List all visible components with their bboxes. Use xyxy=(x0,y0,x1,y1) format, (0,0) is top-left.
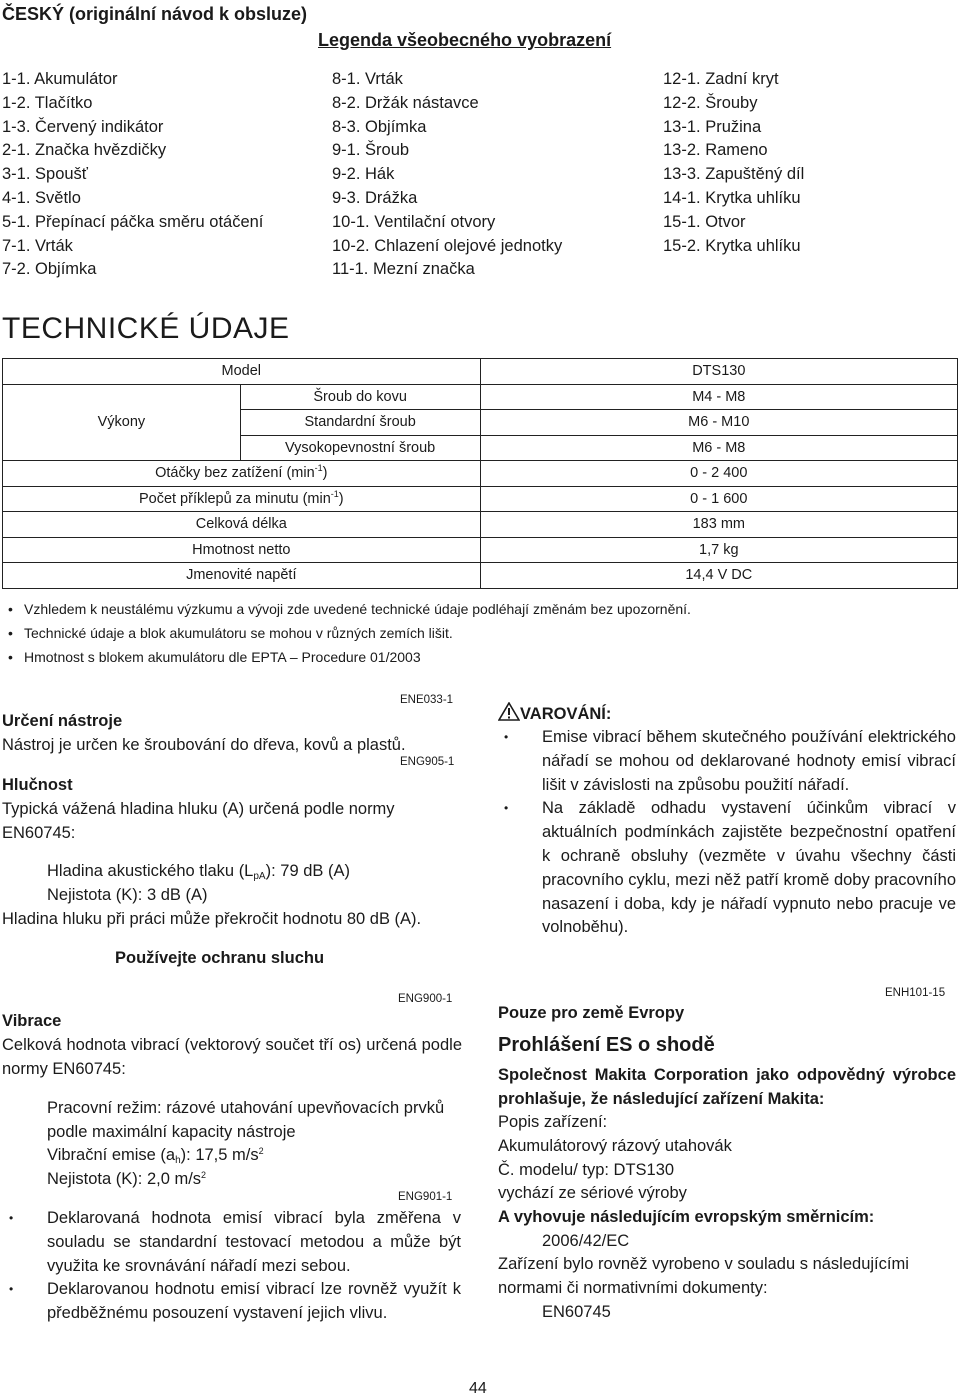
vibration-uncertainty-text: Nejistota (K): 2,0 m/s xyxy=(47,1170,202,1188)
noise-pressure-sub: pA xyxy=(253,871,266,882)
table-row xyxy=(3,512,958,538)
list-item xyxy=(504,726,956,797)
warning-triangle-icon xyxy=(498,702,520,729)
warning-list xyxy=(504,726,956,940)
list-item xyxy=(504,797,956,940)
ec-declaration-text: Společnost Makita Corporation jako odpovědný výrobce prohlašuje, že následující zařízení Makita: xyxy=(498,1066,956,1108)
noise-warning: Hladina hluku při práci může překročit hodnotu 80 dB (A). xyxy=(2,910,422,928)
vibration-emission-value: ): 17,5 m/s xyxy=(180,1146,259,1164)
legend-item: 8-2. Držák nástavce xyxy=(332,93,479,112)
legend-item: 8-1. Vrták xyxy=(332,70,403,88)
vibration-emission xyxy=(47,1144,264,1168)
bullet-icon: • xyxy=(8,601,13,617)
table-row xyxy=(3,486,958,512)
legend-item: 12-2. Šrouby xyxy=(663,93,758,112)
spec-rpm-label xyxy=(3,461,481,487)
intended-use-title: Určení nástroje xyxy=(2,712,123,730)
noise-pressure xyxy=(47,860,350,884)
spec-screw-std-label: Standardní šroub xyxy=(240,410,480,436)
vibration-text: Celková hodnota vibrací (vektorový součet tří os) určená podle normy EN60745: xyxy=(2,1036,462,1078)
legend-item: 4-1. Světlo xyxy=(2,188,81,207)
spec-vykony-label: Výkony xyxy=(3,384,241,461)
spec-ipm-exponent: -1 xyxy=(330,488,339,499)
spec-weight-value: 1,7 kg xyxy=(480,537,957,563)
spec-notes xyxy=(8,597,691,669)
note-text: Vzhledem k neustálému výzkumu a vývoji zde uvedené technické údaje podléhají změnám bez upozornění. xyxy=(24,601,691,617)
legend-item: 9-1. Šroub xyxy=(332,141,410,160)
legend-column-2 xyxy=(332,68,562,282)
list-item xyxy=(8,621,691,645)
page-header: ČESKÝ (originální návod k obsluze) xyxy=(2,4,308,24)
directives-label: A vyhovuje následujícím evropským směrnicím: xyxy=(498,1208,875,1226)
serial-production: vychází ze sériové výroby xyxy=(498,1184,687,1202)
vibration-note-text: Deklarovanou hodnotu emisí vibrací lze rovněž využít k předběžnému posouzení vystavení jejich vlivu. xyxy=(47,1280,461,1323)
spec-rpm-text: Otáčky bez zatížení (min xyxy=(155,465,315,482)
ref-code: ENE033-1 xyxy=(400,694,454,706)
spec-ipm-label xyxy=(3,486,481,512)
list-item xyxy=(9,1278,461,1326)
list-item xyxy=(9,1207,461,1278)
table-row xyxy=(3,563,958,589)
standards-text: Zařízení bylo rovněž vyrobeno v souladu s následujícími normami či normativními dokumenty: xyxy=(498,1255,909,1297)
legend-item: 10-2. Chlazení olejové jednotky xyxy=(332,236,563,255)
bullet-icon: • xyxy=(8,649,13,665)
note-text: Technické údaje a blok akumulátoru se mohou v různých zemích lišit. xyxy=(24,625,453,641)
bullet-icon: • xyxy=(504,801,509,816)
legend-item: 15-2. Krytka uhlíku xyxy=(663,236,801,255)
spec-voltage-value: 14,4 V DC xyxy=(480,563,957,589)
spec-rpm-close: ) xyxy=(322,465,328,482)
legend-item: 14-1. Krytka uhlíku xyxy=(663,188,801,207)
intended-use-text: Nástroj je určen ke šroubování do dřeva, kovů a plastů. xyxy=(2,736,406,754)
ref-code: ENG905-1 xyxy=(400,756,455,768)
technical-data-title: TECHNICKÉ ÚDAJE xyxy=(2,312,290,345)
vibration-uncertainty xyxy=(47,1168,206,1192)
legend-item: 1-2. Tlačítko xyxy=(2,93,93,112)
hearing-protection: Používejte ochranu sluchu xyxy=(115,949,325,967)
ref-code: ENG900-1 xyxy=(398,993,453,1005)
spec-screw-std-value: M6 - M10 xyxy=(480,410,957,436)
spec-table xyxy=(2,358,958,589)
legend-item: 5-1. Přepínací páčka směru otáčení xyxy=(2,212,264,231)
spec-screw-hi-label: Vysokopevnostní šroub xyxy=(240,435,480,461)
vibration-title: Vibrace xyxy=(2,1012,62,1030)
legend-item: 13-3. Zapuštěný díl xyxy=(663,165,805,184)
spec-length-value: 183 mm xyxy=(480,512,957,538)
legend-item: 13-1. Pružina xyxy=(663,117,762,136)
directive-value: 2006/42/EC xyxy=(542,1232,630,1250)
noise-pressure-text: Hladina akustického tlaku (L xyxy=(47,862,254,880)
legend-item: 15-1. Otvor xyxy=(663,212,746,231)
spec-model-value: DTS130 xyxy=(480,359,957,385)
list-item xyxy=(8,597,691,621)
spec-ipm-close: ) xyxy=(338,490,344,507)
legend-item: 10-1. Ventilační otvory xyxy=(332,212,496,231)
legend-item: 9-3. Drážka xyxy=(332,188,418,207)
model-type: Č. modelu/ typ: DTS130 xyxy=(498,1161,675,1179)
legend-column-3 xyxy=(663,68,804,258)
spec-ipm-value: 0 - 1 600 xyxy=(480,486,957,512)
spec-voltage-label: Jmenovité napětí xyxy=(3,563,481,589)
legend-item: 9-2. Hák xyxy=(332,165,395,184)
noise-pressure-value: ): 79 dB (A) xyxy=(265,862,350,880)
spec-screw-metal-value: M4 - M8 xyxy=(480,384,957,410)
list-item xyxy=(8,645,691,669)
legend-item: 3-1. Spoušť xyxy=(2,165,88,184)
ec-declaration-title: Prohlášení ES o shodě xyxy=(498,1034,715,1056)
standard-value: EN60745 xyxy=(542,1303,611,1321)
vibration-note-text: Deklarovaná hodnota emisí vibrací byla změřena v souladu se standardní testovací metodou a může být využita ke srovnávání nářadí mezi sebou. xyxy=(47,1209,461,1275)
europe-only: Pouze pro země Evropy xyxy=(498,1004,685,1022)
legend-column-1 xyxy=(2,68,263,282)
bullet-icon: • xyxy=(9,1282,14,1297)
description-label: Popis zařízení: xyxy=(498,1113,608,1131)
vibration-emission-text: Vibrační emise (a xyxy=(47,1146,176,1164)
bullet-icon: • xyxy=(8,625,13,641)
vibration-uncertainty-sup: 2 xyxy=(201,1170,207,1180)
legend-item: 7-1. Vrták xyxy=(2,236,73,255)
legend-item: 8-3. Objímka xyxy=(332,117,427,136)
noise-text: Typická vážená hladina hluku (A) určená podle normy EN60745: xyxy=(2,800,395,842)
spec-length-label: Celková délka xyxy=(3,512,481,538)
warning-text: Emise vibrací během skutečného používání elektrického nářadí se mohou od deklarované hodnoty emisí vibrací lišit v závislosti na způsobu použití nářadí. xyxy=(542,728,956,794)
noise-title: Hlučnost xyxy=(2,776,73,794)
warning-title: VAROVÁNÍ: xyxy=(520,705,612,723)
legend-item: 2-1. Značka hvězdičky xyxy=(2,141,167,160)
bullet-icon: • xyxy=(9,1211,14,1225)
spec-rpm-exponent: -1 xyxy=(314,463,323,474)
table-row xyxy=(3,461,958,487)
table-row xyxy=(3,359,958,385)
legend-item: 1-1. Akumulátor xyxy=(2,70,118,88)
spec-screw-metal-label: Šroub do kovu xyxy=(240,384,480,410)
spec-model-label: Model xyxy=(3,359,481,385)
vibration-emission-sub: h xyxy=(175,1155,181,1166)
noise-uncertainty: Nejistota (K): 3 dB (A) xyxy=(47,886,208,904)
legend-item: 12-1. Zadní kryt xyxy=(663,70,779,88)
spec-weight-label: Hmotnost netto xyxy=(3,537,481,563)
table-row xyxy=(3,537,958,563)
spec-screw-hi-value: M6 - M8 xyxy=(480,435,957,461)
vibration-notes xyxy=(9,1207,461,1326)
warning-text: Na základě odhadu vystavení účinkům vibrací v aktuálních podmínkách zajistěte bezpečnostní opatření k ochraně obsluhy (vezměte v úvahu všechny části pracovního cyklu, mezi něž patří kromě doby pracovního nasazení i doba, kdy je nářadí vypnuto nebo pracuje ve volnoběhu). xyxy=(542,799,956,937)
legend-item: 7-2. Objímka xyxy=(2,260,97,279)
vibration-emission-sup: 2 xyxy=(258,1146,264,1156)
note-text: Hmotnost s blokem akumulátoru dle EPTA – Procedure 01/2003 xyxy=(24,649,421,665)
page-number: 44 xyxy=(469,1380,487,1397)
table-row xyxy=(3,384,958,410)
ref-code: ENH101-15 xyxy=(885,987,946,999)
spec-ipm-text: Počet příklepů za minutu (min xyxy=(138,490,331,507)
ref-code: ENG901-1 xyxy=(398,1191,453,1203)
legend-item: 11-1. Mezní značka xyxy=(332,260,475,279)
legend-title: Legenda všeobecného vyobrazení xyxy=(318,30,612,50)
vibration-mode: Pracovní režim: rázové utahování upevňovacích prvků podle maximální kapacity nástroje xyxy=(47,1099,445,1141)
warning-heading xyxy=(498,702,611,729)
spec-rpm-value: 0 - 2 400 xyxy=(480,461,957,487)
description-value: Akumulátorový rázový utahovák xyxy=(498,1137,732,1155)
legend-item: 13-2. Rameno xyxy=(663,141,768,160)
bullet-icon: • xyxy=(504,730,509,744)
legend-item: 1-3. Červený indikátor xyxy=(2,117,164,136)
